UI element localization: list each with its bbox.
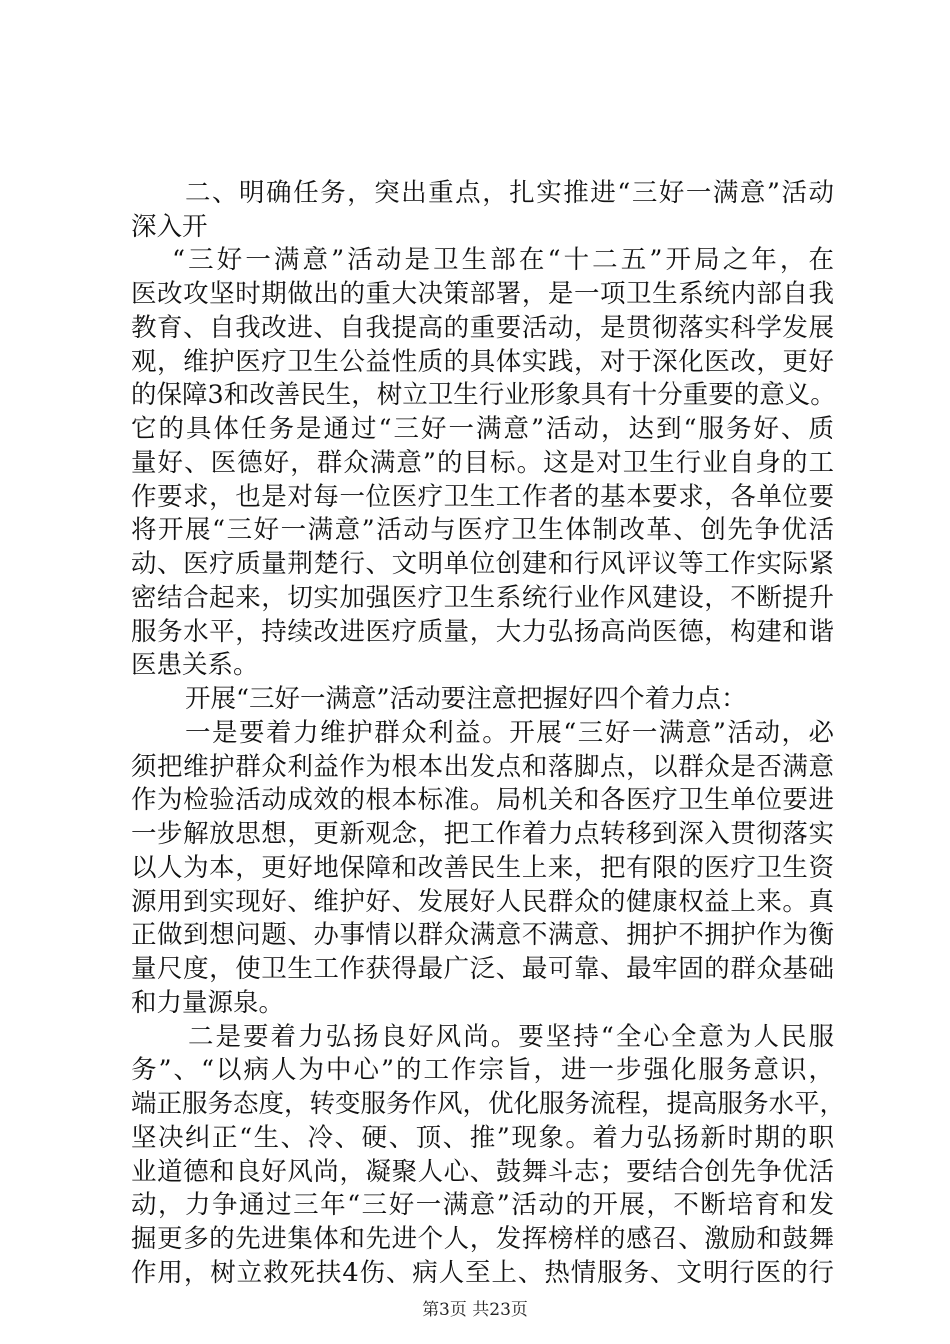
paragraph-line: 源用到实现好、维护好、发展好人民群众的健康权益上来。真 [131,887,834,917]
paragraph-line: 须把维护群众利益作为根本出发点和落脚点，以群众是否满意 [131,752,834,782]
paragraph-line: 一是要着力维护群众利益。开展“三好一满意”活动，必 [185,718,834,748]
paragraph-line: 以人为本，更好地保障和改善民生上来，把有限的医疗卫生资 [131,853,834,883]
paragraph-line: 一步解放思想，更新观念，把工作着力点转移到深入贯彻落实 [131,819,834,849]
paragraph-line: 将开展“三好一满意”活动与医疗卫生体制改革、创先争优活 [131,515,834,545]
paragraph-line: 二是要着力弘扬良好风尚。要坚持“全心全意为人民服 [188,1022,834,1052]
paragraph-line: 务”、“以病人为中心”的工作宗旨，进一步强化服务意识， [131,1055,834,1085]
page-footer: 第3页 共23页 [422,1300,528,1320]
paragraph-line: 它的具体任务是通过“三好一满意”活动，达到“服务好、质 [131,414,834,444]
paragraph-line: 动、医疗质量荆楚行、文明单位创建和行风评议等工作实际紧 [131,549,834,579]
paragraph-line: 密结合起来，切实加强医疗卫生系统行业作风建设，不断提升 [131,583,834,613]
paragraph-line: 服务水平，持续改进医疗质量，大力弘扬高尚医德，构建和谐 [131,617,834,647]
paragraph-line: 量好、医德好，群众满意”的目标。这是对卫生行业自身的工 [131,448,834,478]
paragraph-line: 医患关系。 [131,650,259,680]
paragraph-line: 量尺度，使卫生工作获得最广泛、最可靠、最牢固的群众基础 [131,954,834,984]
paragraph-line: 动，力争通过三年“三好一满意”活动的开展，不断培育和发 [131,1190,834,1220]
heading-line: 二、明确任务，突出重点，扎实推进“三好一满意”活动 [185,178,834,208]
paragraph-line: 作用，树立救死扶4伤、病人至上、热情服务、文明行医的行 [131,1258,834,1288]
paragraph-line: 开展“三好一满意”活动要注意把握好四个着力点： [185,684,747,714]
paragraph-line: 坚决纠正“生、冷、硬、顶、推”现象。着力弘扬新时期的职 [131,1123,834,1153]
heading-line-continued: 深入开 [131,212,208,242]
paragraph-line: “三好一满意”活动是卫生部在“十二五”开局之年，在 [172,245,834,275]
paragraph-line: 掘更多的先进集体和先进个人，发挥榜样的感召、激励和鼓舞 [131,1224,834,1254]
paragraph-line: 教育、自我改进、自我提高的重要活动，是贯彻落实科学发展 [131,313,834,343]
paragraph-line: 作要求，也是对每一位医疗卫生工作者的基本要求，各单位要 [131,482,834,512]
paragraph-line: 端正服务态度，转变服务作风，优化服务流程，提高服务水平， [131,1089,846,1119]
paragraph-line: 正做到想问题、办事情以群众满意不满意、拥护不拥护作为衡 [131,920,834,950]
paragraph-line: 作为检验活动成效的根本标准。局机关和各医疗卫生单位要进 [131,785,834,815]
paragraph-line: 和力量源泉。 [131,988,285,1018]
paragraph-line: 医改攻坚时期做出的重大决策部署，是一项卫生系统内部自我 [131,279,834,309]
paragraph-line: 业道德和良好风尚，凝聚人心、鼓舞斗志；要结合创先争优活 [131,1157,834,1187]
paragraph-line: 的保障3和改善民生，树立卫生行业形象具有十分重要的意义。 [131,380,836,410]
paragraph-line: 观，维护医疗卫生公益性质的具体实践，对于深化医改，更好 [131,347,834,377]
